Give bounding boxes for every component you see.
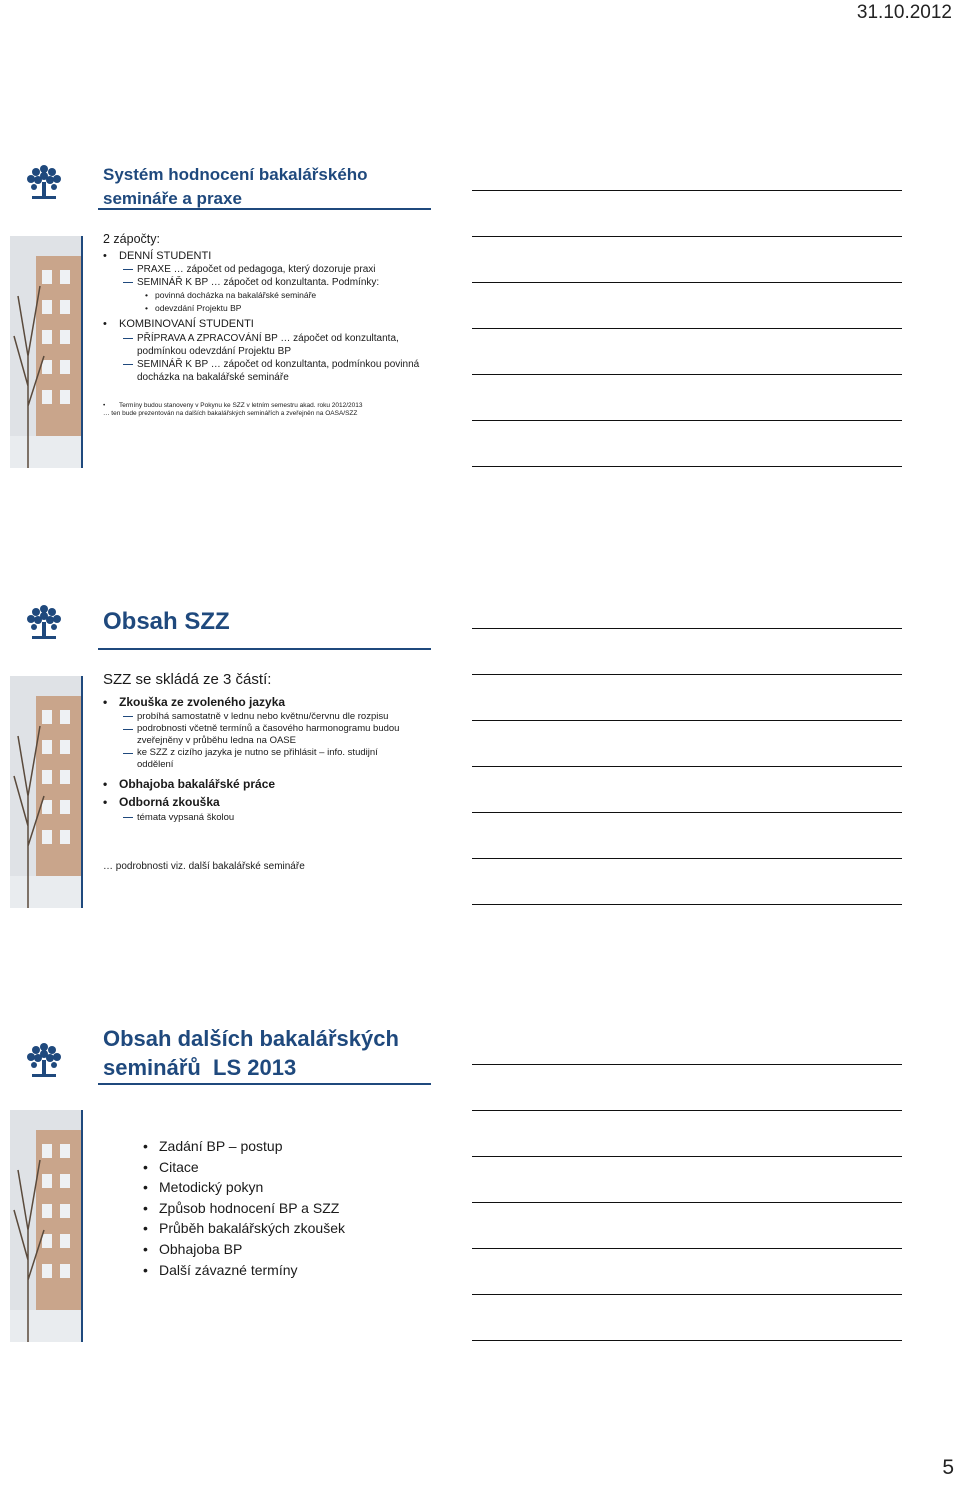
notes-line: [472, 282, 902, 283]
notes-line: [472, 674, 902, 675]
slide-2-item-obhajoba: • Obhajoba bakalářské práce: [103, 775, 950, 793]
notes-line: [472, 420, 902, 421]
page-number: 5: [942, 1456, 954, 1479]
slide-3-item-zpusob: • Způsob hodnocení BP a SZZ: [143, 1198, 950, 1219]
slide-1-title-rule: [98, 208, 431, 210]
slide-1-title: [103, 163, 368, 211]
notes-line: [472, 190, 902, 191]
slide-2-title: [103, 606, 230, 638]
building-photo: [10, 676, 82, 908]
notes-line: [472, 628, 902, 629]
slide-2-item-temata: témata vypsaná školou: [103, 811, 950, 824]
tree-logo-icon: [22, 600, 66, 644]
slide-1-note-text: … ten bude prezentován na dalších bakalářských seminářích a zveřejněn na OASA/SZZ: [103, 410, 358, 417]
slide-1-item-dochazka: • povinná docházka na bakalářské semináře: [103, 289, 950, 302]
slide-3-item-metodicky: • Metodický pokyn: [143, 1177, 950, 1198]
slide-1-item-projekt: • odevzdání Projektu BP: [103, 302, 950, 315]
slide-1-title-line-2: semináře a praxe: [103, 189, 242, 208]
slide-1-vertical-rule: [81, 236, 83, 468]
slide-1-item-seminar: SEMINÁŘ K BP … zápočet od konzultanta. Podmínky:: [103, 276, 950, 289]
building-photo: [10, 1110, 82, 1342]
tree-logo-icon: [22, 1038, 66, 1082]
notes-line: [472, 374, 902, 375]
slide-1-item-praxe: PRAXE … zápočet od pedagoga, který dozoruje praxi: [103, 263, 950, 276]
slide-2-item-probiha: probíhá samostatně v lednu nebo květnu/červnu dle rozpisu: [103, 710, 427, 723]
notes-line: [472, 1064, 902, 1065]
notes-line: [472, 1202, 902, 1203]
slide-1-body: [103, 232, 950, 418]
slide-2-body: [103, 670, 950, 824]
slide-3-title: [103, 1024, 399, 1082]
slide-2-title-line-1: Obsah SZZ: [103, 608, 230, 635]
slide-3-item-citace: • Citace: [143, 1157, 950, 1178]
slide-3-vertical-rule: [81, 1110, 83, 1342]
notes-line: [472, 1294, 902, 1295]
slide-1-item-seminar-komb: SEMINÁŘ K BP … zápočet od konzultanta, podmínkou povinná docházka na bakalářské semináře: [103, 358, 427, 384]
slide-3-item-prubeh: • Průběh bakalářských zkoušek: [143, 1218, 950, 1239]
slide-1-item-denni: • DENNÍ STUDENTI: [103, 249, 950, 263]
slide-2-title-rule: [98, 648, 431, 650]
notes-line: [472, 720, 902, 721]
notes-line: [472, 466, 902, 467]
notes-line: [472, 766, 902, 767]
slide-2-vertical-rule: [81, 676, 83, 908]
notes-line: [472, 904, 902, 905]
slide-3-title-line-2: seminářů LS 2013: [103, 1055, 297, 1080]
building-photo: [10, 236, 82, 468]
notes-line: [472, 1248, 902, 1249]
slide-2-item-podrobnosti: podrobnosti včetně termínů a časového harmonogramu budou zveřejněny v průběhu ledna na OASE: [103, 723, 427, 747]
slide-2-footer-text: … podrobnosti viz. další bakalářské semináře: [103, 861, 305, 872]
notes-line: [472, 1340, 902, 1341]
slide-2-item-jazyk: • Zkouška ze zvoleného jazyka: [103, 694, 950, 710]
notes-line: [472, 812, 902, 813]
slide-3-title-line-1: Obsah dalších bakalářských: [103, 1026, 399, 1051]
header-date: 31.10.2012: [856, 2, 952, 23]
notes-line: [472, 236, 902, 237]
notes-line: [472, 858, 902, 859]
slide-2-item-odborna: • Odborná zkouška: [103, 793, 950, 811]
slide-3-title-rule: [98, 1083, 431, 1085]
slide-2-intro: SZZ se skládá ze 3 částí:: [103, 671, 272, 688]
notes-line: [472, 328, 902, 329]
notes-line: [472, 1110, 902, 1111]
slide-1-item-priprava: PŘÍPRAVA A ZPRACOVÁNÍ BP … zápočet od konzultanta, podmínkou odevzdání Projektu BP: [103, 332, 427, 358]
slide-1-item-kombinovani: • KOMBINOVANÍ STUDENTI: [103, 317, 950, 332]
slide-1-note-bullet: • Termíny budou stanoveny v Pokynu ke SZZ v letním semestru akad. roku 2012/2013: [103, 402, 409, 410]
slide-3-item-zadani: • Zadání BP – postup: [143, 1136, 950, 1157]
notes-line: [472, 1156, 902, 1157]
slide-3-item-obhajoba: • Obhajoba BP: [143, 1239, 950, 1260]
slide-2-item-prihlasit: ke SZZ z cizího jazyka je nutno se přihlásit – info. studijní oddělení: [103, 747, 407, 771]
slide-1-title-line-1: Systém hodnocení bakalářského: [103, 165, 368, 184]
slide-3-body: [143, 1136, 950, 1280]
tree-logo-icon: [22, 160, 66, 204]
slide-3-item-terminy: • Další závazné termíny: [143, 1260, 950, 1281]
slide-1-intro: 2 zápočty:: [103, 232, 160, 246]
